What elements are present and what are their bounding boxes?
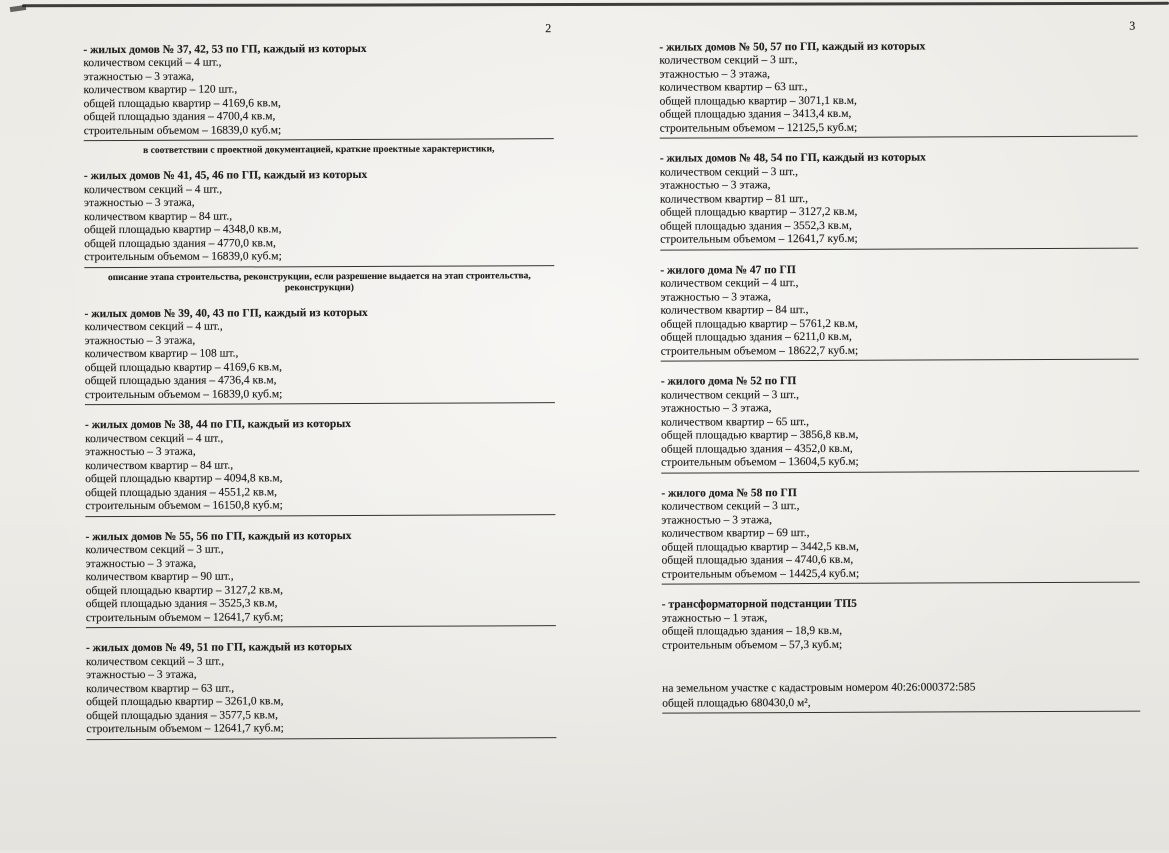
spec-block-line: количеством секций – 3 шт.,	[661, 500, 800, 513]
page-3-body	[659, 39, 1140, 714]
spec-block-line: количеством квартир – 65 шт.,	[660, 415, 809, 429]
spec-block	[84, 306, 554, 406]
spec-block-line: этажностью – 3 этажа,	[660, 290, 772, 304]
spec-block-title: - жилого дома № 47 по ГП	[660, 263, 796, 277]
spec-block-line: количеством секций – 4 шт.,	[83, 56, 222, 70]
spec-block-title: - жилых домов № 39, 40, 43 по ГП, каждый из которых	[84, 306, 368, 320]
spec-block-line: этажностью – 3 этажа,	[85, 557, 197, 570]
spec-block-line: строительным объемом – 16150,8 куб.м;	[85, 499, 283, 513]
spec-block-line: количеством секций – 4 шт.,	[85, 432, 224, 445]
spec-block-title: - жилых домов № 38, 44 по ГП, каждый из которых	[84, 418, 352, 432]
spec-block-line: этажностью – 3 этажа,	[660, 402, 772, 415]
spec-block-line: количеством секций – 4 шт.,	[660, 277, 799, 290]
form-field-caption-line: реконструкции)	[284, 282, 354, 293]
spec-block-line: этажностью – 3 этажа,	[86, 668, 197, 682]
spec-block-line: общей площадью здания – 4770,0 кв.м,	[84, 236, 276, 250]
spec-block	[85, 417, 555, 517]
spec-block-title: - жилых домов № 37, 42, 53 по ГП, каждый из которых	[83, 42, 367, 56]
spec-block-line: количеством секций – 4 шт.,	[83, 183, 223, 196]
spec-block-line: общей площадью здания – 6211,0 кв.м,	[660, 330, 852, 344]
spec-block-title: - жилых домов № 55, 56 по ГП, каждый из которых	[85, 529, 352, 543]
spec-block-line: строительным объемом – 14425,4 куб.м;	[661, 567, 860, 581]
spec-block-line: общей площадью квартир – 3127,2 кв.м,	[85, 583, 284, 597]
spec-block	[84, 168, 554, 268]
spec-block	[660, 151, 1138, 251]
spec-block-line: общей площадью здания – 3525,3 кв.м,	[85, 597, 278, 611]
spec-block-line: этажностью – 1 этаж,	[661, 611, 768, 625]
spec-block-line: строительным объемом – 12641,7 куб.м;	[86, 722, 284, 736]
spec-block-line: количеством секций – 3 шт.,	[660, 388, 800, 402]
spec-block-line: количеством секций – 3 шт.,	[659, 54, 798, 67]
spec-block	[661, 374, 1139, 474]
spec-block	[660, 262, 1138, 362]
spec-block-line: строительным объемом – 12125,5 куб.м;	[659, 121, 858, 135]
spec-block-line: общей площадью квартир – 4094,8 кв.м,	[85, 472, 283, 486]
spec-block-line: этажностью – 3 этажа,	[83, 70, 195, 83]
spec-block-line: количеством квартир – 84 шт.,	[84, 210, 233, 223]
spec-block-title: - жилых домов № 50, 57 по ГП, каждый из которых	[659, 40, 926, 54]
spec-block-title: - трансформаторной подстанции ТП5	[661, 597, 857, 611]
spec-block-line: общей площадью здания – 4352,0 кв.м,	[661, 442, 853, 456]
spec-block-line: общей площадью здания – 4740,6 кв.м,	[661, 553, 854, 567]
spec-block-line: этажностью – 3 этажа,	[659, 179, 771, 192]
spec-block	[85, 529, 555, 629]
page-2	[83, 22, 556, 754]
spec-block-line: строительным объемом – 16839,0 куб.м;	[84, 250, 282, 264]
spec-block-title: - жилых домов № 49, 51 по ГП, каждый из которых	[85, 641, 353, 655]
form-field-caption-line: описание этапа строительства, реконструкции, если разрешение выдается на этап строительства,	[107, 270, 531, 283]
spec-block	[661, 485, 1139, 585]
spec-block-line: количеством квартир – 84 шт.,	[85, 459, 234, 472]
spec-block	[83, 42, 553, 142]
page-3	[659, 20, 1140, 714]
spec-block-line: общей площадью здания – 4551,2 кв.м,	[85, 485, 278, 499]
spec-block-line: этажностью – 3 этажа,	[659, 67, 771, 81]
page-number: 3	[1129, 18, 1136, 33]
page-2-body	[83, 42, 556, 740]
spec-block-line: строительным объемом – 13604,5 куб.м;	[661, 455, 859, 469]
spec-block	[662, 597, 1140, 653]
spec-block-line: общей площадью здания – 3577,5 кв.м,	[86, 708, 278, 722]
spec-block-line: количеством секций – 3 шт.,	[85, 543, 224, 557]
spec-block-line: количеством квартир – 63 шт.,	[659, 81, 808, 94]
spec-block-line: общей площадью здания – 4736,4 кв.м,	[84, 374, 277, 388]
spec-block-line: общей площадью квартир – 4169,6 кв.м,	[84, 360, 283, 374]
spec-block-title: - жилого дома № 52 по ГП	[660, 375, 797, 388]
spec-block-line: количеством квартир – 108 шт.,	[84, 347, 239, 361]
form-field-caption	[90, 144, 548, 157]
spec-block-line: количеством квартир – 120 шт.,	[83, 83, 238, 97]
spec-block-line: общей площадью квартир – 3127,2 кв.м,	[660, 205, 858, 219]
spec-block-line: этажностью – 3 этажа,	[661, 513, 773, 527]
spec-block-line: строительным объемом – 57,3 куб.м;	[661, 638, 843, 652]
spec-block-line: этажностью – 3 этажа,	[85, 445, 196, 459]
land-plot-note: общей площадью 680430,0 м²,	[662, 695, 1140, 714]
form-field-caption	[90, 271, 548, 295]
spec-block-line: строительным объемом – 16839,0 куб.м;	[84, 387, 283, 401]
spec-block-line: общей площадью квартир – 3261,0 кв.м,	[86, 695, 284, 709]
spec-block-title: - жилых домов № 48, 54 по ГП, каждый из которых	[659, 151, 926, 165]
spec-block-line: количеством квартир – 84 шт.,	[660, 304, 809, 317]
spec-block-line: строительным объемом – 16839,0 куб.м;	[83, 123, 282, 137]
land-plot-note: на земельном участке с кадастровым номером 40:26:000372:585	[662, 681, 976, 695]
spec-block-line: общей площадью квартир – 4169,6 кв.м,	[83, 96, 281, 110]
spec-block-line: количеством квартир – 81 шт.,	[659, 192, 809, 206]
spec-block-line: общей площадью квартир – 3442,5 кв.м,	[661, 540, 859, 554]
spec-block-line: количеством квартир – 69 шт.,	[661, 527, 810, 540]
spec-block	[659, 39, 1137, 139]
spec-block-line: этажностью – 3 этажа,	[84, 334, 196, 347]
form-field-caption-line: в соответствии с проектной документацией, краткие проектные характеристики,	[143, 144, 495, 156]
spec-block	[86, 640, 556, 740]
spec-block-line: общей площадью квартир – 3856,8 кв.м,	[661, 428, 859, 442]
spec-block-title: - жилого дома № 58 по ГП	[661, 486, 797, 500]
page-number: 2	[545, 21, 552, 36]
spec-block-line: строительным объемом – 12641,7 куб.м;	[660, 232, 858, 246]
spec-block-line: общей площадью здания – 4700,4 кв.м,	[83, 110, 276, 124]
spec-block-line: количеством квартир – 63 шт.,	[86, 682, 235, 695]
spec-block-line: общей площадью здания – 3413,4 кв.м,	[659, 107, 852, 121]
spec-block-line: количеством секций – 3 шт.,	[659, 165, 799, 179]
spec-block-line: количеством квартир – 90 шт.,	[85, 570, 234, 584]
spec-block-line: количеством секций – 3 шт.,	[86, 655, 225, 668]
spec-block-line: количеством секций – 4 шт.,	[84, 320, 223, 334]
spec-block-line: общей площадью здания – 3552,3 кв.м,	[660, 219, 852, 233]
spec-block-title: - жилых домов № 41, 45, 46 по ГП, каждый из которых	[83, 168, 368, 183]
spec-block-line: общей площадью здания – 18,9 кв.м,	[661, 624, 843, 638]
spec-block-line: этажностью – 3 этажа,	[84, 196, 195, 210]
spec-block-line: общей площадью квартир – 4348,0 кв.м,	[84, 223, 282, 237]
spec-block-line: строительным объемом – 18622,7 куб.м;	[660, 344, 859, 358]
spec-block-line: общей площадью квартир – 3071,1 кв.м,	[659, 94, 857, 108]
spec-block-line: строительным объемом – 12641,7 куб.м;	[85, 610, 284, 624]
spec-block-line: общей площадью квартир – 5761,2 кв.м,	[660, 317, 858, 331]
